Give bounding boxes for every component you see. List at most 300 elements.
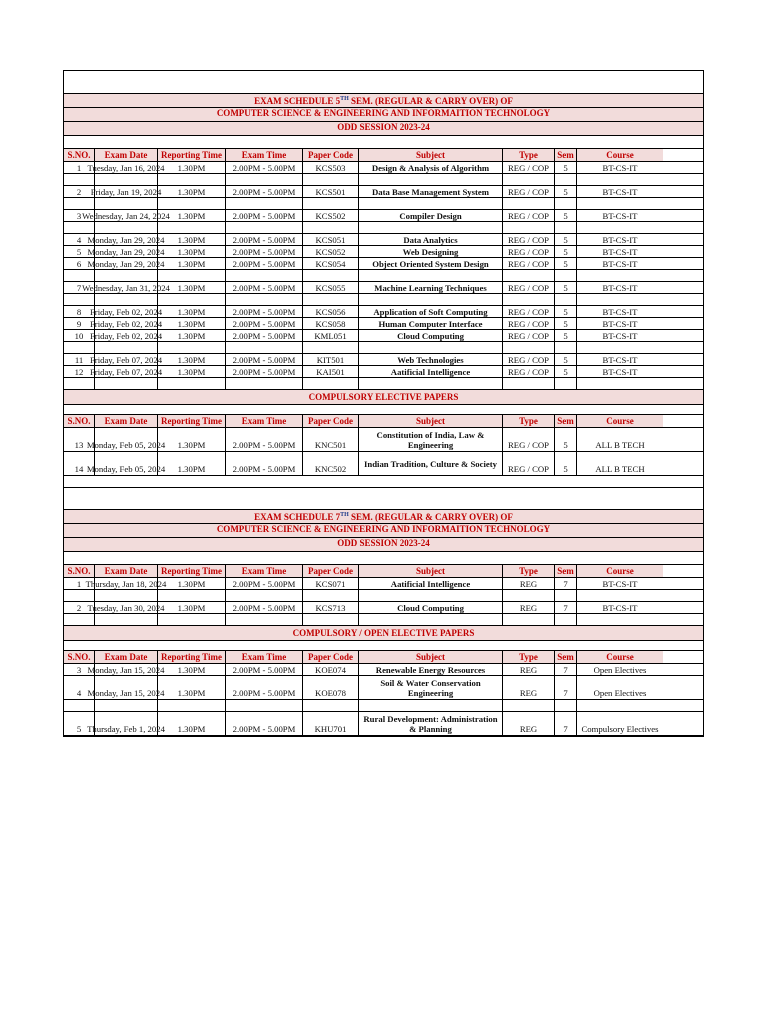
cell-paper-code: KCS502 xyxy=(303,210,359,221)
cell-type: REG xyxy=(503,664,555,675)
cell-subject: Application of Soft Computing xyxy=(359,306,503,317)
blank-cell xyxy=(555,700,577,711)
blank-cell xyxy=(555,222,577,233)
cell-exam-time: 2.00PM - 5.00PM xyxy=(226,712,303,735)
cell-course: Open Electives xyxy=(593,688,647,698)
cell-paper-code: KCS503 xyxy=(303,162,359,173)
blank-cell xyxy=(577,342,663,353)
blank-cell xyxy=(577,174,663,185)
sem7-elective-table xyxy=(64,651,703,736)
cell-exam-time: 2.00PM - 5.00PM xyxy=(226,246,303,257)
cell-paper-code: KCS713 xyxy=(303,602,359,613)
blank-cell xyxy=(503,700,555,711)
header-subject: Subject xyxy=(359,651,503,663)
header-type: Type xyxy=(503,149,555,161)
cell-type: REG / COP xyxy=(503,330,555,341)
cell-sem: 5 xyxy=(555,366,577,377)
cell-exam-date: Monday, Jan 15, 2024 xyxy=(95,676,158,699)
blank-row xyxy=(64,405,703,415)
blank-cell xyxy=(64,198,95,209)
cell-exam-date: Monday, Jan 29, 2024 xyxy=(87,258,165,269)
blank-cell xyxy=(359,222,503,233)
blank-cell xyxy=(503,342,555,353)
cell-sem: 7 xyxy=(555,712,577,735)
header-subject: Subject xyxy=(359,415,503,427)
cell-paper-code: KCS501 xyxy=(303,186,359,197)
cell-paper-code: KCS051 xyxy=(303,234,359,245)
cell-reporting-time: 1.30PM xyxy=(158,578,226,589)
cell-sno: 14 xyxy=(64,452,95,475)
blank-cell xyxy=(158,294,226,305)
cell-course: BT-CS-IT xyxy=(602,186,638,197)
cell-sem: 5 xyxy=(555,428,577,451)
blank-cell xyxy=(303,222,359,233)
blank-cell xyxy=(64,700,95,711)
cell-subject: Data Analytics xyxy=(359,234,503,245)
blank-cell xyxy=(359,198,503,209)
blank-cell xyxy=(303,342,359,353)
cell-subject: Soil & Water Conservation Engineering xyxy=(359,676,503,699)
blank-cell xyxy=(95,378,158,389)
cell-course: Open Electives xyxy=(593,664,647,675)
cell-exam-time: 2.00PM - 5.00PM xyxy=(226,664,303,675)
blank-cell xyxy=(64,222,95,233)
blank-cell xyxy=(95,700,158,711)
cell-exam-date: Tuesday, Jan 16, 2024 xyxy=(87,162,165,173)
cell-sno: 8 xyxy=(64,306,95,317)
header-course: Course xyxy=(577,651,663,663)
cell-course: Compulsory Electives xyxy=(581,724,659,734)
blank-row xyxy=(64,641,703,651)
cell-course: BT-CS-IT xyxy=(602,258,638,269)
sem7-elective-title: COMPULSORY / OPEN ELECTIVE PAPERS xyxy=(64,626,703,641)
cell-exam-time: 2.00PM - 5.00PM xyxy=(226,282,303,293)
cell-type: REG xyxy=(503,578,555,589)
header-type: Type xyxy=(503,651,555,663)
header-exam-time: Exam Time xyxy=(226,415,303,427)
cell-paper-code: KAI501 xyxy=(303,366,359,377)
cell-sem: 5 xyxy=(555,282,577,293)
blank-cell xyxy=(158,700,226,711)
blank-cell xyxy=(555,270,577,281)
header-sno: S.NO. xyxy=(64,651,95,663)
cell-exam-time: 2.00PM - 5.00PM xyxy=(226,306,303,317)
sem7-main-table xyxy=(64,565,703,626)
cell-type: REG / COP xyxy=(503,306,555,317)
header-course: Course xyxy=(577,415,663,427)
blank-row xyxy=(64,488,703,510)
blank-cell xyxy=(226,614,303,625)
cell-sno: 10 xyxy=(64,330,95,341)
cell-sem: 5 xyxy=(555,318,577,329)
sem5-title-sup: TH xyxy=(340,96,349,102)
table-row xyxy=(64,578,703,590)
header-exam-date: Exam Date xyxy=(95,651,158,663)
blank-row xyxy=(64,198,703,210)
blank-cell xyxy=(226,590,303,601)
blank-row xyxy=(64,552,703,565)
blank-row xyxy=(64,700,703,712)
blank-cell xyxy=(577,222,663,233)
cell-subject: Aatificial Intelligence xyxy=(359,578,503,589)
cell-sno: 11 xyxy=(64,354,95,365)
blank-cell xyxy=(577,700,663,711)
cell-exam-time: 2.00PM - 5.00PM xyxy=(226,186,303,197)
cell-subject: Aatificial Intelligence xyxy=(359,366,503,377)
blank-cell xyxy=(226,198,303,209)
blank-cell xyxy=(158,222,226,233)
header-exam-time: Exam Time xyxy=(226,565,303,577)
cell-subject: Constitution of India, Law & Engineering xyxy=(359,428,503,451)
blank-cell xyxy=(555,342,577,353)
cell-exam-time: 2.00PM - 5.00PM xyxy=(226,258,303,269)
cell-subject: Machine Learning Techniques xyxy=(359,282,503,293)
cell-exam-time: 2.00PM - 5.00PM xyxy=(226,676,303,699)
sem5-title-post: SEM. (REGULAR & CARRY OVER) OF xyxy=(348,96,513,106)
sem7-title-line2: COMPUTER SCIENCE & ENGINEERING AND INFORMAITION TECHNOLOGY xyxy=(64,524,703,538)
sem7-title-line1 xyxy=(64,510,703,524)
header-sem: Sem xyxy=(555,565,577,577)
cell-exam-date: Wednesday, Jan 24, 2024 xyxy=(82,210,170,221)
blank-row xyxy=(64,614,703,626)
cell-course: BT-CS-IT xyxy=(602,306,638,317)
cell-reporting-time: 1.30PM xyxy=(158,664,226,675)
cell-paper-code: KNC501 xyxy=(303,428,359,451)
header-sno: S.NO. xyxy=(64,565,95,577)
blank-cell xyxy=(503,174,555,185)
header-subject: Subject xyxy=(359,565,503,577)
cell-sno: 5 xyxy=(64,246,95,257)
blank-cell xyxy=(503,378,555,389)
blank-cell xyxy=(555,294,577,305)
cell-exam-date: Monday, Jan 29, 2024 xyxy=(87,234,165,245)
blank-cell xyxy=(64,270,95,281)
cell-type: REG / COP xyxy=(503,318,555,329)
cell-sno: 12 xyxy=(64,366,95,377)
table-row xyxy=(64,664,703,676)
table-row xyxy=(64,186,703,198)
blank-cell xyxy=(577,270,663,281)
header-exam-time: Exam Time xyxy=(226,149,303,161)
cell-reporting-time: 1.30PM xyxy=(158,186,226,197)
cell-sem: 7 xyxy=(555,578,577,589)
blank-cell xyxy=(226,174,303,185)
cell-sno: 2 xyxy=(64,602,95,613)
cell-exam-date: Thursday, Feb 1, 2024 xyxy=(95,712,158,735)
blank-cell xyxy=(158,198,226,209)
cell-sem: 5 xyxy=(555,354,577,365)
header-course: Course xyxy=(577,149,663,161)
cell-course: BT-CS-IT xyxy=(602,282,638,293)
cell-subject: Cloud Computing xyxy=(359,602,503,613)
blank-cell xyxy=(226,270,303,281)
cell-course: ALL B TECH xyxy=(595,464,645,474)
cell-exam-time: 2.00PM - 5.00PM xyxy=(226,602,303,613)
cell-course: BT-CS-IT xyxy=(602,330,638,341)
cell-exam-time: 2.00PM - 5.00PM xyxy=(226,354,303,365)
top-blank-row xyxy=(64,71,703,94)
cell-exam-time: 2.00PM - 5.00PM xyxy=(226,210,303,221)
cell-exam-time: 2.00PM - 5.00PM xyxy=(226,234,303,245)
cell-subject: Human Computer Interface xyxy=(359,318,503,329)
cell-subject: Indian Tradition, Culture & Society xyxy=(359,452,503,475)
sem5-elective-table xyxy=(64,415,703,476)
cell-exam-time: 2.00PM - 5.00PM xyxy=(226,318,303,329)
cell-subject: Web Technologies xyxy=(359,354,503,365)
cell-type: REG / COP xyxy=(503,246,555,257)
header-sno: S.NO. xyxy=(64,415,95,427)
blank-cell xyxy=(158,342,226,353)
header-exam-date: Exam Date xyxy=(95,415,158,427)
cell-reporting-time: 1.30PM xyxy=(158,602,226,613)
cell-exam-date: Monday, Jan 15, 2024 xyxy=(87,664,165,675)
blank-row xyxy=(64,378,703,390)
blank-cell xyxy=(303,378,359,389)
blank-cell xyxy=(226,378,303,389)
blank-cell xyxy=(555,614,577,625)
blank-cell xyxy=(555,174,577,185)
header-sem: Sem xyxy=(555,415,577,427)
cell-sem: 5 xyxy=(555,452,577,475)
cell-exam-time: 2.00PM - 5.00PM xyxy=(226,578,303,589)
cell-reporting-time: 1.30PM xyxy=(158,318,226,329)
blank-cell xyxy=(303,198,359,209)
cell-sno: 3 xyxy=(64,210,95,221)
cell-exam-date: Friday, Feb 07, 2024 xyxy=(89,354,163,365)
blank-cell xyxy=(303,270,359,281)
sem5-title-line1 xyxy=(64,94,703,108)
header-type: Type xyxy=(503,415,555,427)
cell-sem: 5 xyxy=(555,186,577,197)
blank-cell xyxy=(359,378,503,389)
cell-sem: 5 xyxy=(555,246,577,257)
sem5-elective-title: COMPULSORY ELECTIVE PAPERS xyxy=(64,390,703,405)
blank-cell xyxy=(95,614,158,625)
table-row xyxy=(64,210,703,222)
header-reporting-time: Reporting Time xyxy=(158,651,226,663)
cell-sno: 4 xyxy=(64,234,95,245)
blank-cell xyxy=(359,174,503,185)
cell-paper-code: KCS054 xyxy=(303,258,359,269)
header-paper-code: Paper Code xyxy=(303,651,359,663)
blank-cell xyxy=(359,700,503,711)
cell-sem: 7 xyxy=(555,602,577,613)
blank-cell xyxy=(95,590,158,601)
cell-exam-date: Monday, Feb 05, 2024 xyxy=(95,452,158,475)
blank-cell xyxy=(577,378,663,389)
cell-sno: 9 xyxy=(64,318,95,329)
header-course: Course xyxy=(577,565,663,577)
table-row xyxy=(64,246,703,258)
cell-reporting-time: 1.30PM xyxy=(158,306,226,317)
cell-exam-time: 2.00PM - 5.00PM xyxy=(226,366,303,377)
cell-sno: 6 xyxy=(64,258,95,269)
header-type: Type xyxy=(503,565,555,577)
table-header xyxy=(64,651,703,664)
blank-cell xyxy=(226,222,303,233)
table-header xyxy=(64,149,703,162)
cell-sno: 1 xyxy=(64,578,95,589)
blank-cell xyxy=(503,270,555,281)
cell-sem: 5 xyxy=(555,234,577,245)
blank-cell xyxy=(303,294,359,305)
blank-cell xyxy=(503,294,555,305)
blank-cell xyxy=(359,614,503,625)
cell-subject: Design & Analysis of Algorithm xyxy=(359,162,503,173)
blank-cell xyxy=(64,174,95,185)
cell-sem: 5 xyxy=(555,258,577,269)
blank-row xyxy=(64,270,703,282)
cell-reporting-time: 1.30PM xyxy=(158,366,226,377)
blank-cell xyxy=(359,294,503,305)
table-row xyxy=(64,234,703,246)
cell-course: BT-CS-IT xyxy=(602,602,638,613)
cell-subject: Object Oriented System Design xyxy=(359,258,503,269)
blank-cell xyxy=(95,198,158,209)
sem5-title-line3: ODD SESSION 2023-24 xyxy=(64,122,703,136)
cell-paper-code: KCS056 xyxy=(303,306,359,317)
table-row xyxy=(64,330,703,342)
blank-cell xyxy=(555,378,577,389)
header-paper-code: Paper Code xyxy=(303,415,359,427)
cell-type: REG / COP xyxy=(503,282,555,293)
blank-row xyxy=(64,174,703,186)
cell-course: BT-CS-IT xyxy=(602,210,638,221)
cell-sem: 5 xyxy=(555,306,577,317)
blank-cell xyxy=(95,270,158,281)
sem5-title-line2: COMPUTER SCIENCE & ENGINEERING AND INFORMAITION TECHNOLOGY xyxy=(64,108,703,122)
table-row xyxy=(64,602,703,614)
header-exam-date: Exam Date xyxy=(95,149,158,161)
cell-sem: 5 xyxy=(555,162,577,173)
cell-reporting-time: 1.30PM xyxy=(158,282,226,293)
blank-cell xyxy=(226,700,303,711)
cell-exam-date: Tuesday, Jan 30, 2024 xyxy=(87,602,165,613)
cell-type: REG xyxy=(503,712,555,735)
blank-cell xyxy=(158,174,226,185)
header-sem: Sem xyxy=(555,651,577,663)
cell-reporting-time: 1.30PM xyxy=(158,712,226,735)
cell-subject: Data Base Management System xyxy=(359,186,503,197)
cell-type: REG / COP xyxy=(503,162,555,173)
sem7-title-sup: TH xyxy=(340,512,349,518)
cell-type: REG xyxy=(503,602,555,613)
cell-course: BT-CS-IT xyxy=(602,162,638,173)
blank-cell xyxy=(503,614,555,625)
cell-type: REG / COP xyxy=(503,452,555,475)
blank-row xyxy=(64,294,703,306)
cell-reporting-time: 1.30PM xyxy=(158,162,226,173)
cell-type: REG / COP xyxy=(503,210,555,221)
cell-course: BT-CS-IT xyxy=(602,318,638,329)
cell-course: BT-CS-IT xyxy=(602,246,638,257)
blank-cell xyxy=(503,198,555,209)
header-reporting-time: Reporting Time xyxy=(158,565,226,577)
header-exam-time: Exam Time xyxy=(226,651,303,663)
blank-row xyxy=(64,136,703,149)
sem7-title-pre: EXAM SCHEDULE 7 xyxy=(254,512,341,522)
blank-cell xyxy=(577,614,663,625)
cell-sem: 5 xyxy=(555,210,577,221)
blank-cell xyxy=(95,294,158,305)
blank-cell xyxy=(64,294,95,305)
cell-paper-code: KOE078 xyxy=(303,676,359,699)
blank-cell xyxy=(226,294,303,305)
cell-course: BT-CS-IT xyxy=(602,366,638,377)
cell-paper-code: KOE074 xyxy=(303,664,359,675)
blank-row xyxy=(64,342,703,354)
blank-cell xyxy=(503,590,555,601)
cell-reporting-time: 1.30PM xyxy=(158,452,226,475)
cell-reporting-time: 1.30PM xyxy=(158,428,226,451)
blank-cell xyxy=(577,590,663,601)
cell-reporting-time: 1.30PM xyxy=(158,234,226,245)
cell-reporting-time: 1.30PM xyxy=(158,210,226,221)
table-row xyxy=(64,282,703,294)
blank-cell xyxy=(158,270,226,281)
table-row xyxy=(64,428,703,452)
blank-cell xyxy=(64,590,95,601)
cell-subject: Web Designing xyxy=(359,246,503,257)
header-subject: Subject xyxy=(359,149,503,161)
blank-cell xyxy=(95,174,158,185)
cell-course: BT-CS-IT xyxy=(602,234,638,245)
cell-exam-date: Friday, Feb 07, 2024 xyxy=(89,366,163,377)
blank-cell xyxy=(577,294,663,305)
blank-cell xyxy=(303,614,359,625)
header-reporting-time: Reporting Time xyxy=(158,149,226,161)
table-row xyxy=(64,354,703,366)
cell-exam-date: Wednesday, Jan 31, 2024 xyxy=(82,282,170,293)
cell-sem: 7 xyxy=(555,676,577,699)
table-row xyxy=(64,676,703,700)
cell-sno: 13 xyxy=(64,428,95,451)
blank-cell xyxy=(577,198,663,209)
cell-paper-code: KCS055 xyxy=(303,282,359,293)
header-reporting-time: Reporting Time xyxy=(158,415,226,427)
cell-sno: 1 xyxy=(64,162,95,173)
table-header xyxy=(64,565,703,578)
cell-type: REG / COP xyxy=(503,354,555,365)
cell-exam-date: Friday, Feb 02, 2024 xyxy=(89,306,163,317)
blank-row xyxy=(64,222,703,234)
blank-cell xyxy=(158,590,226,601)
cell-sno: 5 xyxy=(64,712,95,735)
blank-cell xyxy=(503,222,555,233)
table-row xyxy=(64,306,703,318)
cell-sno: 2 xyxy=(64,186,95,197)
cell-paper-code: KCS058 xyxy=(303,318,359,329)
cell-sno: 3 xyxy=(64,664,95,675)
cell-reporting-time: 1.30PM xyxy=(158,354,226,365)
blank-row xyxy=(64,476,703,488)
cell-paper-code: KCS071 xyxy=(303,578,359,589)
header-paper-code: Paper Code xyxy=(303,149,359,161)
cell-type: REG xyxy=(503,676,555,699)
cell-type: REG / COP xyxy=(503,186,555,197)
cell-paper-code: KIT501 xyxy=(303,354,359,365)
cell-type: REG / COP xyxy=(503,258,555,269)
cell-subject: Compiler Design xyxy=(359,210,503,221)
table-header xyxy=(64,415,703,428)
cell-exam-time: 2.00PM - 5.00PM xyxy=(226,452,303,475)
cell-type: REG / COP xyxy=(503,234,555,245)
blank-cell xyxy=(64,342,95,353)
table-row xyxy=(64,366,703,378)
cell-subject: Renewable Energy Resources xyxy=(359,664,503,675)
cell-sem: 5 xyxy=(555,330,577,341)
cell-course: BT-CS-IT xyxy=(602,354,638,365)
